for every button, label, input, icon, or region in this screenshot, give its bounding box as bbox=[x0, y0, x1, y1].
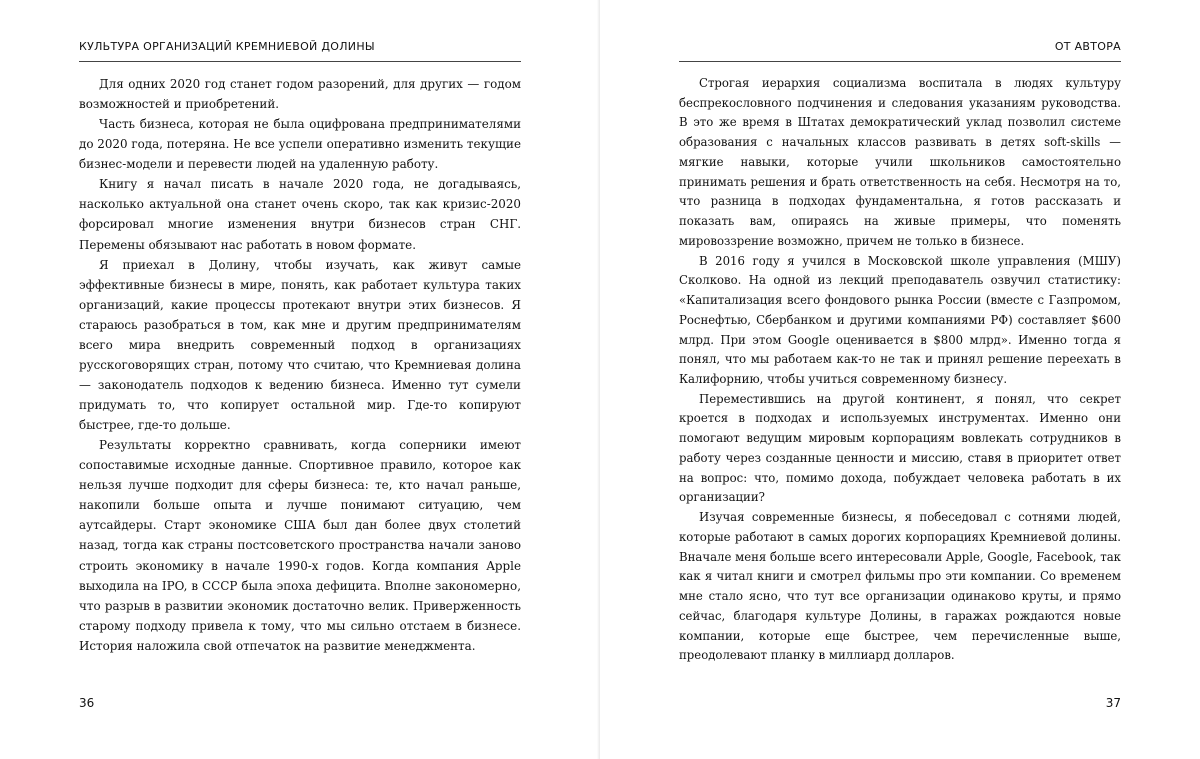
paragraph: Результаты корректно сравнивать, когда соперники имеют сопоставимые исходные данные. Спортивное правило, которое как нельзя лучше подходит для сферы бизнеса: те, кто начал раньше, накопили больше опыта и лучше понимают ситуацию, чем аутсайдеры. Старт экономике США был дан более двух столетий назад, тогда как страны постсоветского пространства начали заново строить экономику в начале 1990-х годов. Когда компания Apple выходила на IPO, в СССР была эпоха дефицита. Вполне закономерно, что разрыв в развитии экономик достаточно велик. Приверженность старому подходу привела к тому, что мы сильно отстаем в бизнесе. История наложила свой отпечаток на развитие менеджмента. bbox=[79, 438, 521, 653]
page-number: 36 bbox=[79, 696, 95, 710]
page-body bbox=[79, 74, 521, 656]
paragraph: В 2016 году я учился в Московской школе управления (МШУ) Сколково. На одной из лекций преподаватель озвучил статистику: «Капитализация всего фондового рынка России (вместе с Газпромом, Роснефтью, Сбербанком и другими компаниями РФ) составляет $600 млрд. При этом Google оценивается в $800 млрд». Именно тогда я понял, что мы работаем как-то не так и принял решение переехать в Калифорнию, чтобы учиться современному бизнесу. bbox=[679, 253, 1121, 387]
running-head: КУЛЬТУРА ОРГАНИЗАЦИЙ КРЕМНИЕВОЙ ДОЛИНЫ bbox=[79, 40, 375, 53]
page-body bbox=[679, 74, 1121, 666]
header-rule bbox=[79, 61, 521, 62]
header-rule bbox=[679, 61, 1121, 62]
paragraph: Строгая иерархия социализма воспитала в людях культуру беспрекословного подчинения и следования указаниям руководства. В это же время в Штатах демократический уклад позволил системе образования с начальных классов развивать в детях soft-skills — мягкие навыки, которые учили школьников самостоятельно принимать решения и брать ответственность на себя. Несмотря на то, что разница в подходах фундаментальна, я готов рассказать и показать вам, опираясь на живые примеры, что поменять мировоззрение возможно, причем не только в бизнесе. bbox=[679, 76, 1121, 248]
paragraph: Переместившись на другой континент, я понял, что секрет кроется в подходах и используемых инструментах. Именно они помогают ведущим мировым корпорациям вовлекать сотрудников в работу через созданные ценности и миссию, ставя в приоритет ответ на вопрос: что, помимо дохода, побуждает человека работать в их организации? bbox=[679, 391, 1121, 505]
paragraph: Для одних 2020 год станет годом разорений, для других — годом возможностей и приобретений. bbox=[79, 77, 521, 112]
running-head: ОТ АВТОРА bbox=[1054, 40, 1121, 53]
paragraph: Я приехал в Долину, чтобы изучать, как живут самые эффективные бизнесы в мире, понять, как работает культура таких организаций, какие процессы протекают внутри этих бизнесов. Я стараюсь разобраться в том, как мне и другим предпринимателям всего мира внедрить современный подход в организациях русскоговорящих стран, потому что считаю, что Кремниевая долина — законодатель подходов к ведению бизнеса. Именно тут сумели придумать то, что копирует остальной мир. Где-то копируют быстрее, где-то дольше. bbox=[79, 257, 521, 433]
paragraph: Часть бизнеса, которая не была оцифрована предпринимателями до 2020 года, потеряна. Не все успели оперативно изменить текущие бизнес-модели и перевести людей на удаленную работу. bbox=[79, 117, 521, 172]
paragraph: Книгу я начал писать в начале 2020 года, не догадываясь, насколько актуальной она станет очень скоро, так как кризис-2020 форсировал многие изменения внутри бизнесов стран СНГ. Перемены обязывают нас работать в новом формате. bbox=[79, 177, 521, 252]
right-page bbox=[600, 0, 1200, 759]
paragraph: Изучая современные бизнесы, я побеседовал с сотнями людей, которые работают в самых дорогих корпорациях Кремниевой долины. Вначале меня больше всего интересовали Apple, Google, Facebook, так как я читал книги и смотрел фильмы про эти компании. Со временем мне стало ясно, что тут все организации одинаково круты, и прямо сейчас, благодаря культуре Долины, в гаражах рождаются новые компании, которые еще быстрее, чем перечисленные выше, преодолевают планку в миллиард долларов. bbox=[679, 510, 1121, 663]
page-number: 37 bbox=[1105, 696, 1121, 710]
